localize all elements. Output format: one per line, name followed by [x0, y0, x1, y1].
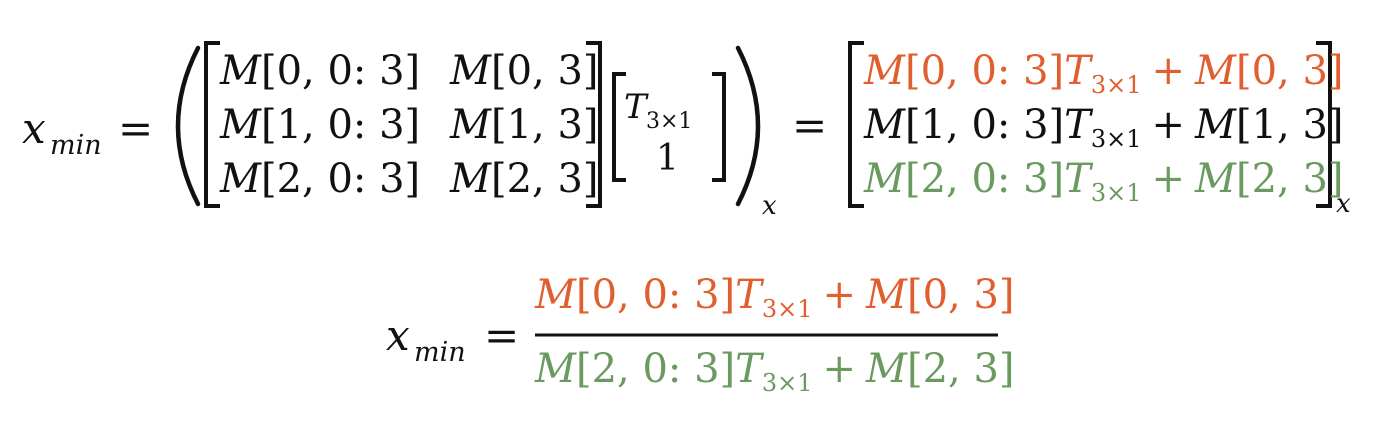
vector-T-entry — [624, 87, 692, 134]
result-subscript-x: x — [1336, 189, 1351, 219]
matrix-cell-M: M — [220, 102, 261, 148]
svg-text:M[2, 0: 3]T3×1+M[2, 3]: M[2, 0: $3]T_{3\times 1} + M[2$, 3] — [864, 156, 1344, 207]
left-paren — [178, 48, 198, 204]
matrix-row-2 — [219, 156, 599, 202]
vector-right-bracket — [714, 74, 724, 180]
vector-one: 1 — [656, 138, 679, 179]
vector-T: T — [624, 87, 647, 127]
equals-sign-3: = — [484, 311, 520, 360]
matrix-cell-M: M — [220, 48, 261, 94]
result-row-1 — [863, 102, 1344, 153]
svg-text:M[0, 0: 3] — [219, 48, 420, 94]
right-paren — [738, 48, 758, 204]
result-row-0 — [863, 48, 1344, 99]
svg-text:M[2, 3] — [449, 156, 599, 202]
matrix-cell-index: [2, 3] — [490, 156, 599, 202]
fraction-numerator — [534, 272, 1015, 323]
lhs-x-min — [22, 104, 102, 161]
svg-text:M[2, 0: 3]T3×1+M[2, 3]: M[2, 0: $3]T_{3\times 1} + M[2$, 3] — [535, 346, 1015, 397]
svg-text:M[0, 3] — [449, 48, 599, 94]
svg-text:M[1, 3] — [449, 102, 599, 148]
lhs2-variable: x — [386, 311, 410, 360]
matrix-row-0 — [219, 48, 599, 94]
matrix-cell-M: M — [450, 102, 491, 148]
matrix-cell-index: [0, 3] — [490, 48, 599, 94]
lhs-variable: x — [22, 104, 46, 153]
matrix-cell-index: [1, 3] — [490, 102, 599, 148]
fraction-denominator — [534, 346, 1015, 397]
equals-sign: = — [118, 104, 154, 153]
vector-T-subscript: 3×1 — [646, 109, 693, 134]
result-row-2 — [863, 156, 1344, 207]
matrix-left-bracket — [206, 43, 218, 206]
svg-text:M[0, 0: 3]T3×1+M[0, 3]: M[0, 0: $3]T_{3\times 1} + M[0$, 3] — [864, 48, 1344, 99]
lhs-subscript: min — [50, 130, 102, 161]
svg-text:M[1, 0: 3]T3×1+M[1, 3]: M[1, 0: $3]T_{3\times 1} + M[1$, 3] — [864, 102, 1344, 153]
svg-text:M[1, 0: 3] — [219, 102, 420, 148]
matrix-cell-M: M — [220, 156, 261, 202]
equals-sign-2: = — [792, 101, 828, 150]
matrix-cell-index: [1, 0: 3] — [260, 102, 421, 148]
matrix-row-1 — [219, 102, 599, 148]
svg-text:M[0, 0: 3]T3×1+M[0, 3]: M[0, 0: $3]T_{3\times 1} + M[0$, 3] — [535, 272, 1015, 323]
vector-left-bracket — [614, 74, 624, 180]
lhs2-x-min — [386, 311, 466, 368]
outer-subscript-x: x — [762, 191, 777, 221]
matrix-cell-M: M — [450, 156, 491, 202]
matrix-cell-index: [0, 0: 3] — [260, 48, 421, 94]
matrix-cell-M: M — [450, 48, 491, 94]
svg-text:M[2, 0: 3] — [219, 156, 420, 202]
matrix-cell-index: [2, 0: 3] — [260, 156, 421, 202]
lhs2-subscript: min — [414, 337, 466, 368]
result-left-bracket — [850, 43, 862, 206]
